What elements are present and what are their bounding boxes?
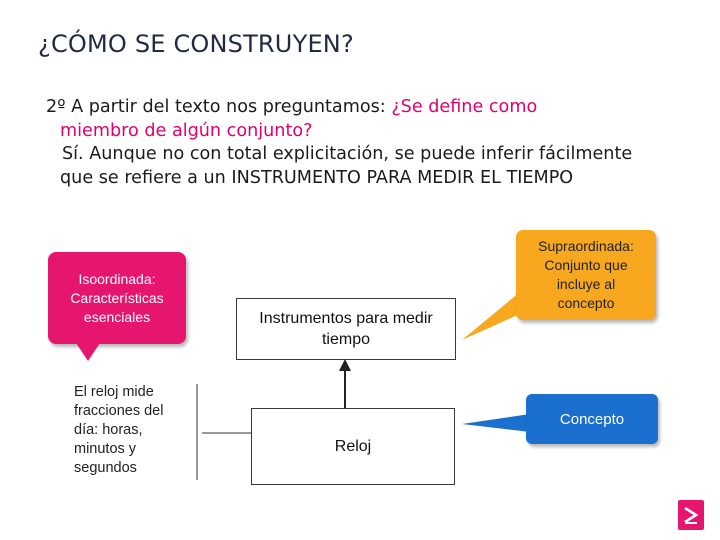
- isoordinada-line-3: esenciales: [83, 308, 151, 325]
- note-line-5: segundos: [74, 460, 137, 476]
- reloj-note: [74, 383, 194, 478]
- reloj-label: Reloj: [334, 438, 372, 455]
- body-line-1: [46, 96, 706, 120]
- instrumentos-line-2: tiempo: [321, 331, 371, 348]
- next-arrow-icon: [682, 505, 700, 525]
- isoordinada-callout-tail: [76, 343, 100, 361]
- body-line-2: miembro de algún conjunto?: [60, 120, 313, 141]
- supraordinada-line-1: Supraordinada:: [538, 238, 634, 254]
- isoordinada-line-2: Características: [70, 289, 164, 306]
- body-line-1-highlight: ¿Se define como: [391, 97, 538, 117]
- reloj-box: [251, 408, 455, 485]
- body-line-4: que se refiere a un INSTRUMENTO PARA MEDIR EL TIEMPO: [60, 167, 574, 188]
- instrumentos-box: [236, 298, 456, 360]
- isoordinada-line-1: Isoordinada:: [78, 270, 156, 287]
- page-title: ¿CÓMO SE CONSTRUYEN?: [38, 30, 354, 58]
- hierarchy-arrow-head: [339, 359, 351, 371]
- supraordinada-line-2: Conjunto que: [544, 257, 628, 273]
- note-line-3: día: horas,: [74, 422, 143, 438]
- isoordinada-callout: [48, 252, 186, 344]
- concepto-label: Concepto: [559, 410, 625, 428]
- body-line-3: Sí. Aunque no con total explicitación, se puede inferir fácilmente: [62, 144, 633, 164]
- instrumentos-line-1: Instrumentos para medir: [259, 310, 433, 327]
- note-line-4: minutos y: [74, 441, 137, 457]
- note-line-1: El reloj mide: [74, 384, 154, 400]
- supraordinada-callout: [516, 230, 656, 320]
- note-line-2: fracciones del: [74, 403, 164, 419]
- body-line-1-plain: 2º A partir del texto nos preguntamos:: [46, 97, 392, 117]
- supraordinada-line-3: incluye al: [556, 276, 616, 292]
- supraordinada-line-4: concepto: [557, 295, 615, 311]
- body-text: [46, 96, 706, 190]
- concepto-callout: [526, 394, 658, 444]
- next-slide-button[interactable]: [678, 500, 704, 530]
